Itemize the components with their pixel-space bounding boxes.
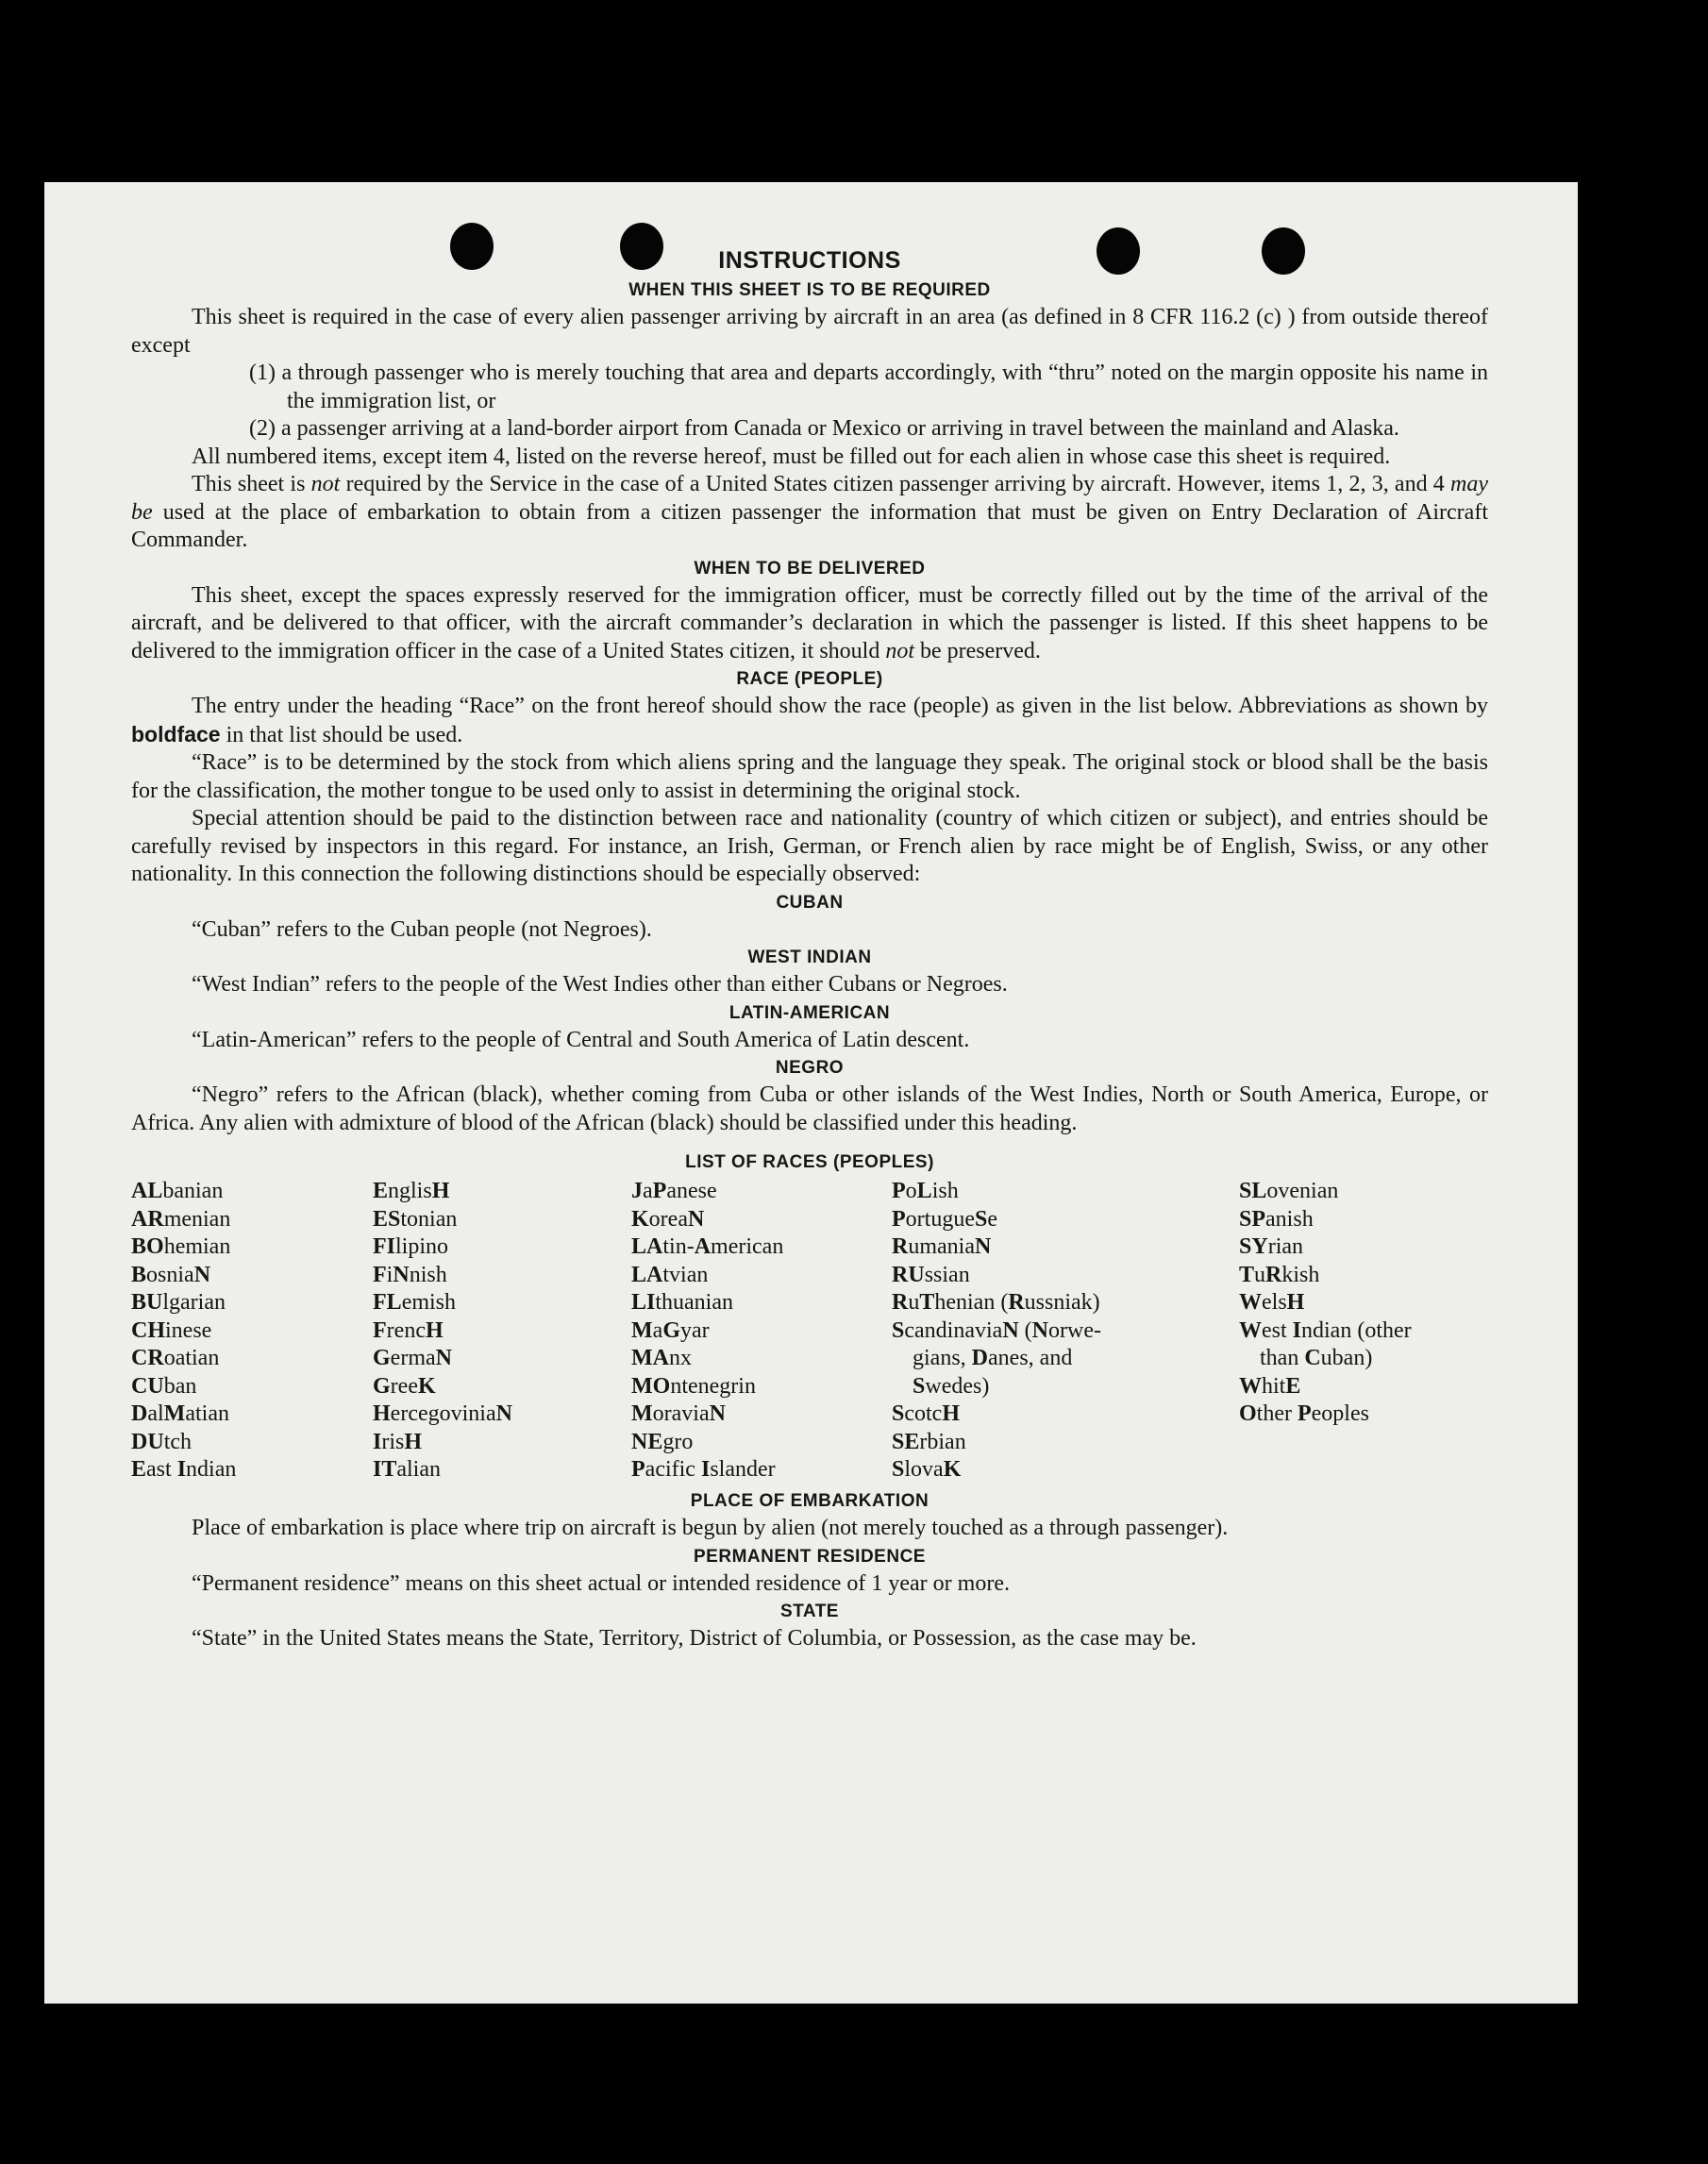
- race-entry: PortugueSe: [892, 1206, 997, 1232]
- race-entry: FLemish: [373, 1290, 457, 1315]
- race-list: [131, 1178, 1488, 1487]
- race-entry: WhitE: [1239, 1373, 1301, 1399]
- race-entry: FiNnish: [373, 1262, 447, 1287]
- race-entry: gians, Danes, and: [913, 1346, 1073, 1370]
- permanent-residence-text: “Permanent residence” means on this sheet actual or intended residence of 1 year or more.: [192, 1570, 1010, 1596]
- race-entry: FrencH: [373, 1317, 444, 1343]
- race-entry: EStonian: [373, 1206, 458, 1232]
- race-entry: JaPanese: [631, 1179, 717, 1203]
- race-entry: DUtch: [131, 1429, 193, 1454]
- punch-hole: [1097, 227, 1140, 275]
- instruction-sheet: [44, 182, 1578, 2004]
- race-entry: ALbanian: [131, 1179, 224, 1203]
- race-entry: CHinese: [131, 1317, 212, 1343]
- race-paragraph-2: “Race” is to be determined by the stock from which aliens spring and the language they speak. The original stock or blood shall be the basis for the classification, the mother tongue to be used only to assist in determining the original stock.: [131, 750, 1488, 803]
- heading-embarkation: PLACE OF EMBARKATION: [690, 1491, 929, 1511]
- race-entry: Swedes): [913, 1373, 990, 1399]
- race-entry: EnglisH: [373, 1179, 450, 1203]
- race-paragraph-3: Special attention should be paid to the distinction between race and nationality (country of which citizen or subject), and entries should be carefully revised by inspectors in this regard. For instance, an Irish, German, or French alien by race might be of English, Swiss, or any other nationality. In this connection the following distinctions should be especially observed:: [131, 806, 1488, 886]
- race-entry: RumaniaN: [892, 1234, 992, 1259]
- race-entry: RuThenian (Russniak): [892, 1290, 1100, 1315]
- race-entry: TuRkish: [1239, 1262, 1320, 1287]
- state-text: “State” in the United States means the State, Territory, District of Columbia, or Possession, as the case may be.: [192, 1626, 1197, 1651]
- embarkation-text: Place of embarkation is place where trip on aircraft is begun by alien (not merely touched as a through passenger).: [192, 1516, 1229, 1540]
- numbered-items-paragraph: All numbered items, except item 4, listed on the reverse hereof, must be filled out for each alien in whose case this sheet is required.: [192, 444, 1391, 469]
- race-entry: CRoatian: [131, 1346, 220, 1370]
- when-delivered-text: This sheet, except the spaces expressly reserved for the immigration officer, must be correctly filled out by the time of the arrival of the aircraft, and be delivered to that officer, with the aircraft commander’s declaration in which the passenger is listed. If this sheet happens to be delivered to the immigration officer in the case of a United States citizen, it should not be preserved.: [131, 582, 1488, 663]
- latin-american-text: “Latin-American” refers to the people of Central and South America of Latin descent.: [192, 1027, 970, 1052]
- race-entry: GermaN: [373, 1346, 452, 1370]
- race-entry: KoreaN: [631, 1206, 705, 1232]
- page-title: INSTRUCTIONS: [718, 247, 901, 274]
- punch-hole: [620, 223, 663, 270]
- punch-hole: [1262, 227, 1305, 275]
- race-paragraph-1: The entry under the heading “Race” on the front hereof should show the race (people) as given in the list below. Abbreviations as shown by boldface in that list should be used.: [131, 694, 1488, 747]
- race-column: [631, 1178, 783, 1485]
- race-entry: MAnx: [631, 1346, 692, 1370]
- race-entry: BosniaN: [131, 1262, 211, 1287]
- when-required-intro: This sheet is required in the case of every alien passenger arriving by aircraft in an area (as defined in 8 CFR 116.2 (c) ) from outside thereof except: [131, 305, 1488, 358]
- race-entry: Other Peoples: [1239, 1401, 1369, 1426]
- race-entry: MoraviaN: [631, 1401, 726, 1426]
- race-entry: SErbian: [892, 1429, 966, 1454]
- race-column: [1239, 1178, 1412, 1429]
- heading-when-delivered: WHEN TO BE DELIVERED: [694, 558, 926, 579]
- race-entry: BOhemian: [131, 1234, 231, 1259]
- exception-item-2: (2) a passenger arriving at a land-border airport from Canada or Mexico or arriving in travel between the mainland and Alaska.: [249, 416, 1399, 441]
- race-entry: HercegoviniaN: [373, 1401, 512, 1426]
- race-entry: GreeK: [373, 1373, 436, 1399]
- race-entry: West Indian (other: [1239, 1317, 1412, 1343]
- race-entry: SYrian: [1239, 1234, 1304, 1259]
- heading-list-of-races: LIST OF RACES (PEOPLES): [685, 1152, 934, 1172]
- exception-item-1: (1) a through passenger who is merely touching that area and departs accordingly, with “thru” noted on the margin opposite his name in the immigration list, or: [249, 361, 1488, 413]
- race-entry: LIthuanian: [631, 1290, 733, 1315]
- race-column: [131, 1178, 236, 1485]
- race-entry: FIlipino: [373, 1234, 449, 1259]
- race-entry: LAtvian: [631, 1262, 709, 1287]
- race-entry: PoLish: [892, 1179, 959, 1203]
- negro-text: “Negro” refers to the African (black), whether coming from Cuba or other islands of the West Indies, North or South America, Europe, or Africa. Any alien with admixture of blood of the African (black) should be classified under this heading.: [131, 1082, 1488, 1135]
- race-entry: ScotcH: [892, 1401, 961, 1426]
- race-entry: LAtin-American: [631, 1234, 784, 1259]
- cuban-text: “Cuban” refers to the Cuban people (not Negroes).: [192, 916, 652, 942]
- race-entry: IrisH: [373, 1429, 423, 1454]
- race-entry: SPanish: [1239, 1206, 1314, 1232]
- heading-state: STATE: [780, 1602, 839, 1621]
- race-column: [892, 1178, 1101, 1485]
- race-entry: BUlgarian: [131, 1290, 226, 1315]
- heading-permanent-residence: PERMANENT RESIDENCE: [694, 1546, 926, 1567]
- race-entry: SLovenian: [1239, 1179, 1339, 1203]
- race-entry: than Cuban): [1260, 1346, 1373, 1370]
- heading-cuban: CUBAN: [776, 892, 844, 913]
- heading-when-required: WHEN THIS SHEET IS TO BE REQUIRED: [628, 280, 991, 300]
- race-entry: ARmenian: [131, 1206, 231, 1232]
- west-indian-text: “West Indian” refers to the people of the West Indies other than either Cubans or Negroes.: [192, 972, 1008, 997]
- race-entry: SlovaK: [892, 1457, 962, 1482]
- race-entry: Pacific Islander: [631, 1457, 776, 1482]
- race-entry: MOntenegrin: [631, 1373, 756, 1399]
- race-entry: NEgro: [631, 1429, 694, 1454]
- race-entry: RUssian: [892, 1262, 970, 1287]
- race-entry: MaGyar: [631, 1317, 710, 1343]
- heading-negro: NEGRO: [775, 1058, 845, 1078]
- heading-latin-american: LATIN-AMERICAN: [728, 1002, 891, 1023]
- race-entry: WelsH: [1239, 1290, 1305, 1315]
- race-entry: East Indian: [131, 1457, 237, 1482]
- race-entry: ScandinaviaN (Norwe-: [892, 1317, 1101, 1343]
- heading-west-indian: WEST INDIAN: [747, 948, 872, 967]
- race-entry: CUban: [131, 1373, 197, 1399]
- race-entry: ITalian: [373, 1457, 441, 1482]
- race-entry: DalMatian: [131, 1401, 229, 1426]
- punch-hole: [450, 223, 494, 270]
- citizen-paragraph: This sheet is not required by the Service in the case of a United States citizen passenger arriving by aircraft. However, items 1, 2, 3, and 4 may be used at the place of embarkation to obtain from a citizen passenger the information that must be given on Entry Declaration of Aircraft Commander.: [131, 472, 1489, 552]
- race-column: [373, 1178, 512, 1485]
- heading-race: RACE (PEOPLE): [736, 669, 883, 689]
